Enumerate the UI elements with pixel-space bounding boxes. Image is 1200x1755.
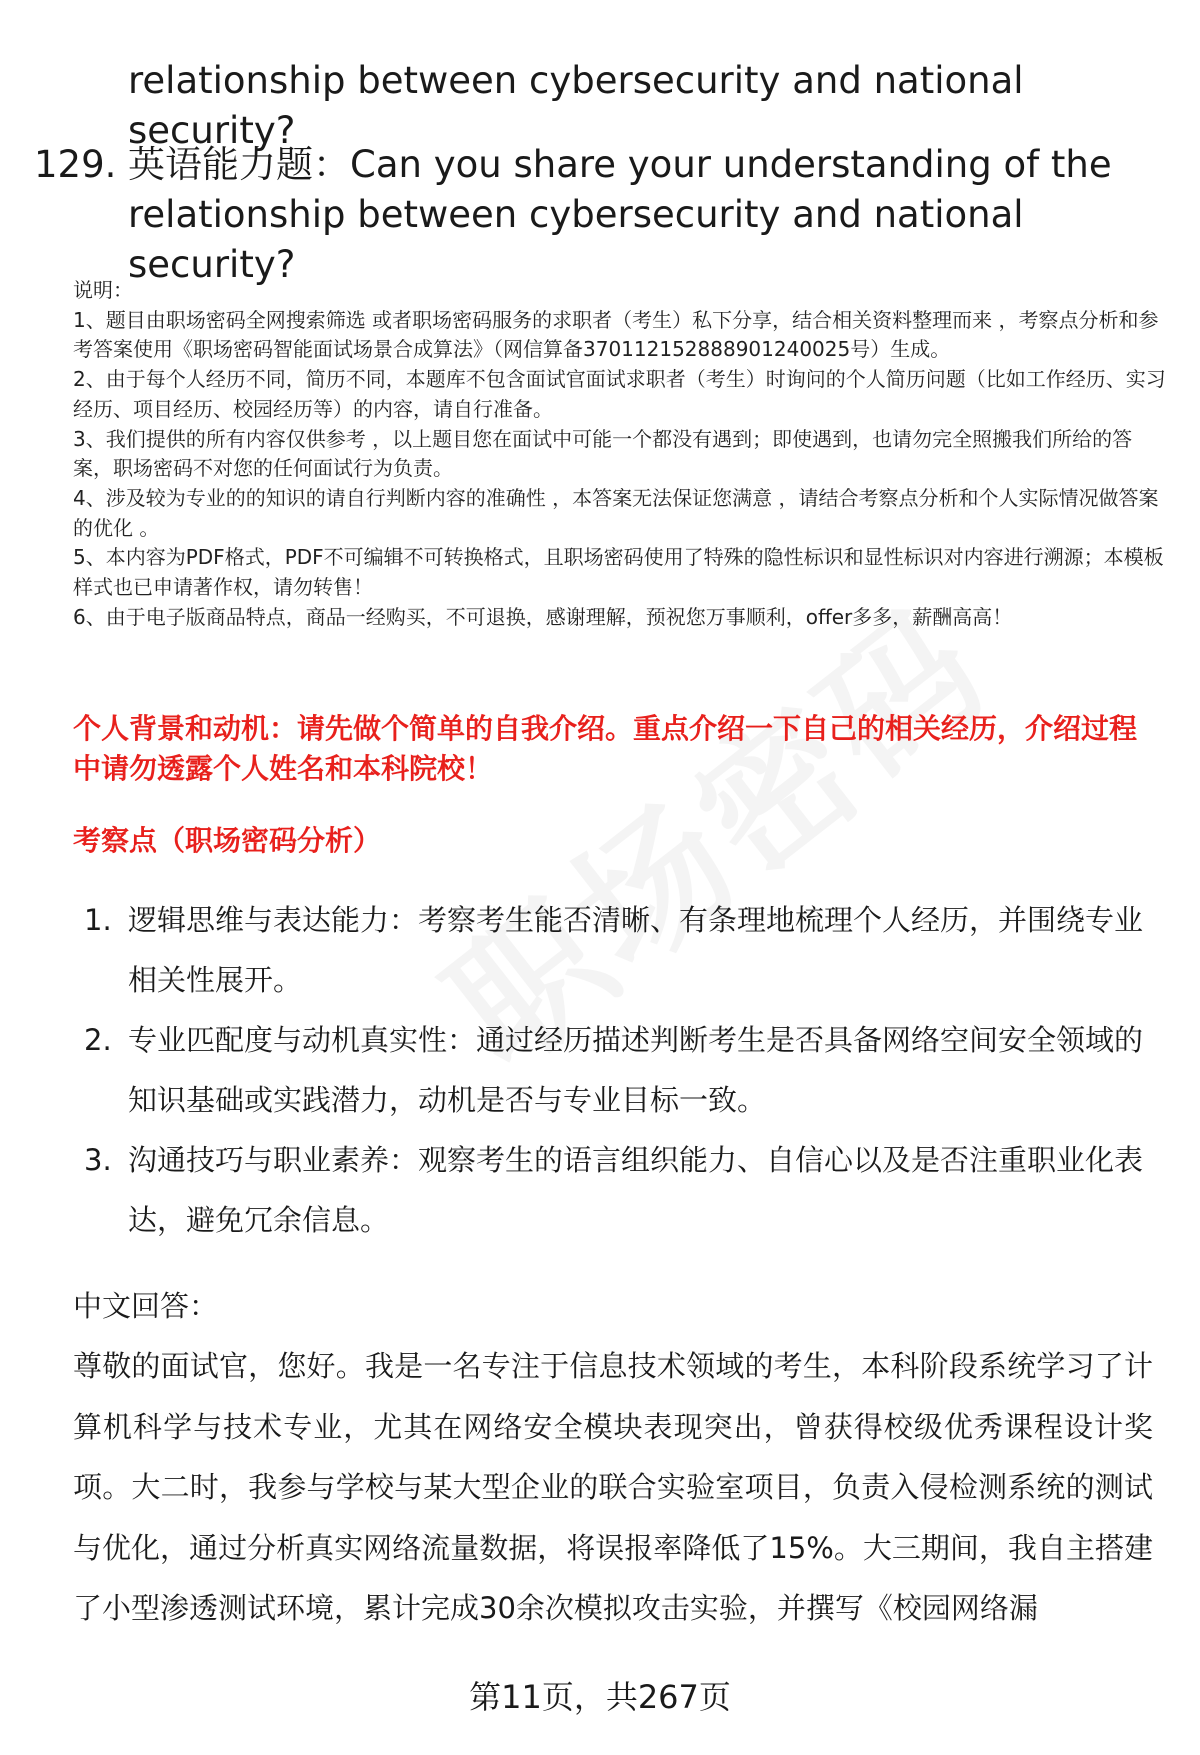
note-item: 3、我们提供的所有内容仅供参考 ，以上题目您在面试中可能一个都没有遇到；即使遇到，也请勿完全照搬我们所给的答案，职场密码不对您的任何面试行为负责。 xyxy=(73,426,1133,481)
answer-text: 尊敬的面试官，您好。我是一名专注于信息技术领域的考生，本科阶段系统学习了计算机科学与技术专业，尤其在网络安全模块表现突出，曾获得校级优秀课程设计奖项。大二时，我参与学校与某大型企业的联合实验室项目，负责入侵检测系统的测试与优化，通过分析真实网络流量数据，将误报率降低了15%。大三期间，我自主搭建了小型渗透测试环境，累计完成30余次模拟攻击实验，并撰写《校园网络漏 xyxy=(73,1349,1153,1625)
question-text-line-2: relationship between cybersecurity and national security? xyxy=(128,193,1024,286)
question-text xyxy=(128,140,1178,290)
list-item-text: 专业匹配度与动机真实性：通过经历描述判断考生是否具备网络空间安全领域的知识基础或实践潜力，动机是否与专业目标一致。 xyxy=(128,1023,1144,1117)
section-heading: 个人背景和动机：请先做个简单的自我介绍。重点介绍一下自己的相关经历，介绍过程中请勿透露个人姓名和本科院校！ xyxy=(73,712,1138,785)
note-item: 2、由于每个人经历不同，简历不同，本题库不包含面试官面试求职者（考生）时询问的个人简历问题（比如工作经历、实习经历、项目经历、校园经历等）的内容，请自行准备。 xyxy=(73,367,1166,421)
previous-question-continuation: relationship between cybersecurity and national security? xyxy=(128,59,1024,152)
question-number: 129. xyxy=(34,143,117,186)
note-item: 4、涉及较为专业的的知识的请自行判断内容的准确性 ，本答案无法保证您满意 ，请结合考察点分析和个人实际情况做答案的优化 。 xyxy=(73,485,1159,540)
list-item xyxy=(0,1010,1200,1130)
note-item: 6、由于电子版商品特点，商品一经购买，不可退换，感谢理解，预祝您万事顺利，offer多多，薪酬高高！ xyxy=(73,604,1013,629)
note-item: 5、本内容为PDF格式，PDF不可编辑不可转换格式，且职场密码使用了特殊的隐性标识和显性标识对内容进行溯源；本模板样式也已申请著作权，请勿转售！ xyxy=(73,545,1164,600)
notes-section xyxy=(73,276,1168,632)
question-text-line-1: 英语能力题：Can you share your understanding of the xyxy=(128,143,1112,186)
answer-label: 中文回答： xyxy=(73,1289,219,1323)
analysis-heading: 考察点（职场密码分析） xyxy=(73,824,382,857)
list-item-number: 1. xyxy=(84,903,112,937)
list-item-text: 逻辑思维与表达能力：考察考生能否清晰、有条理地梳理个人经历，并围绕专业相关性展开。 xyxy=(128,903,1144,997)
list-item-number: 3. xyxy=(84,1143,112,1177)
note-item: 1、题目由职场密码全网搜索筛选 或者职场密码服务的求职者（考生）私下分享，结合相关资料整理而来 ，考察点分析和参考答案使用《职场密码智能面试场景合成算法》（网信算备370112152888901240025号）生成。 xyxy=(73,307,1159,362)
page-footer: 第11页，共267页 xyxy=(469,1678,731,1716)
notes-title: 说明： xyxy=(73,278,133,302)
list-item xyxy=(0,1130,1200,1250)
list-item-number: 2. xyxy=(84,1023,112,1057)
list-item-text: 沟通技巧与职业素养：观察考生的语言组织能力、自信心以及是否注重职业化表达，避免冗余信息。 xyxy=(128,1143,1144,1237)
analysis-points-list xyxy=(0,890,1200,1250)
list-item xyxy=(0,890,1200,1010)
